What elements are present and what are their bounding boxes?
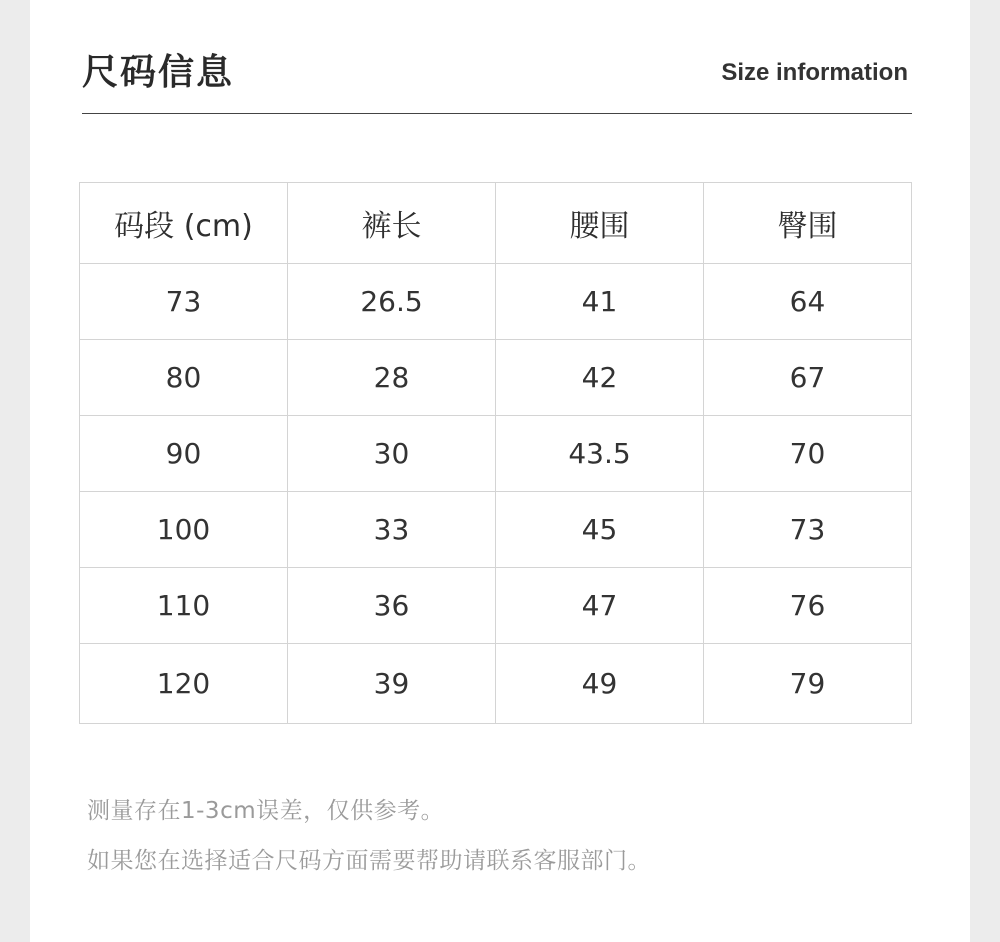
table-cell: 45 [496, 492, 704, 568]
table-cell: 110 [80, 568, 288, 644]
table-cell: 47 [496, 568, 704, 644]
table-cell: 36 [288, 568, 496, 644]
table-cell: 30 [288, 416, 496, 492]
table-cell: 79 [704, 644, 912, 724]
table-row [80, 340, 912, 416]
table-cell: 49 [496, 644, 704, 724]
table-cell: 41 [496, 264, 704, 340]
table-cell: 39 [288, 644, 496, 724]
column-header-hip: 臀围 [704, 183, 912, 264]
size-table [79, 182, 912, 724]
column-header-size-range: 码段 (cm) [80, 183, 288, 264]
table-row [80, 644, 912, 724]
table-cell: 100 [80, 492, 288, 568]
table-row [80, 264, 912, 340]
table-cell: 67 [704, 340, 912, 416]
table-row [80, 568, 912, 644]
table-cell: 120 [80, 644, 288, 724]
table-cell: 42 [496, 340, 704, 416]
table-cell: 64 [704, 264, 912, 340]
section-header [82, 40, 912, 114]
size-info-panel [30, 0, 970, 942]
table-cell: 28 [288, 340, 496, 416]
page-subtitle: Size information [721, 59, 908, 86]
table-row [80, 416, 912, 492]
table-cell: 73 [80, 264, 288, 340]
table-cell: 70 [704, 416, 912, 492]
help-note: 如果您在选择适合尺码方面需要帮助请联系客服部门。 [87, 848, 651, 874]
table-row [80, 492, 912, 568]
table-header-row [80, 183, 912, 264]
table-cell: 26.5 [288, 264, 496, 340]
table-cell: 80 [80, 340, 288, 416]
table-cell: 43.5 [496, 416, 704, 492]
column-header-waist: 腰围 [496, 183, 704, 264]
table-cell: 33 [288, 492, 496, 568]
column-header-pants-length: 裤长 [288, 183, 496, 264]
measurement-note: 测量存在1-3cm误差，仅供参考。 [87, 798, 445, 824]
page-title: 尺码信息 [82, 52, 235, 93]
table-cell: 90 [80, 416, 288, 492]
table-cell: 76 [704, 568, 912, 644]
table-cell: 73 [704, 492, 912, 568]
notes [87, 786, 947, 886]
